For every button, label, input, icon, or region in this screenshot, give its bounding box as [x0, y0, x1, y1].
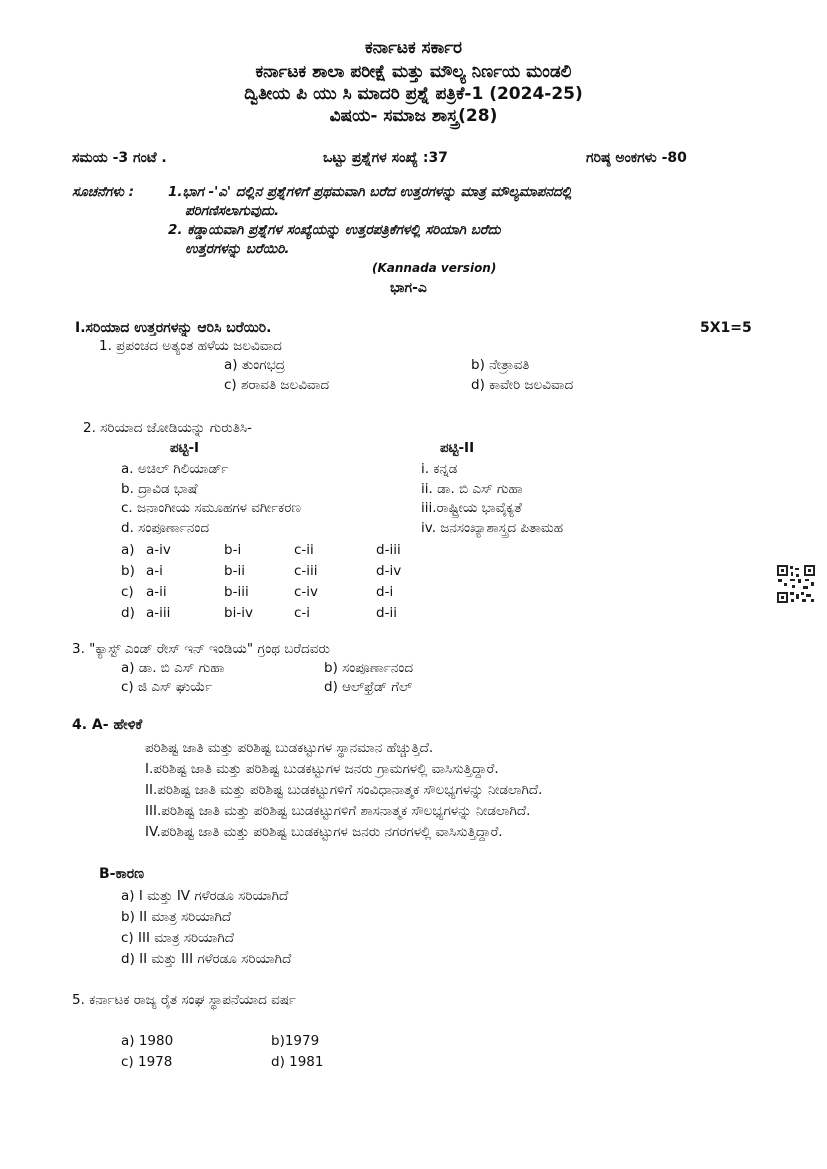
version-note: (Kannada version) [372, 261, 497, 275]
q4-option-b: b) II ಮಾತ್ರ ಸರಿಯಾಗಿದೆ [121, 909, 232, 925]
q2-option-label: a) [121, 542, 135, 558]
q2-option-cell: d-iii [376, 542, 401, 558]
q1-option-c: c) ಶರಾವತಿ ಜಲವಿವಾದ [224, 377, 330, 393]
q5-option-b: b)1979 [271, 1033, 320, 1049]
q2-option-label: d) [121, 605, 135, 621]
q4-option-c: c) III ಮಾತ್ರ ಸರಿಯಾಗಿದೆ [121, 930, 234, 946]
q2-list1-item: c. ಜನಾಂಗೀಯ ಸಮೂಹಗಳ ವರ್ಗೀಕರಣ [121, 500, 301, 516]
instruction-1b: ಪರಿಗಣಿಸಲಾಗುವುದು. [185, 203, 280, 219]
q4-statement-1: I.ಪರಿಶಿಷ್ಟ ಜಾತಿ ಮತ್ತು ಪರಿಶಿಷ್ಟ ಬುಡಕಟ್ಟುಗಳ ಜನರು ಗ್ರಾಮಗಳಲ್ಲಿ ವಾಸಿಸುತ್ತಿದ್ದಾರೆ. [145, 761, 499, 777]
q3-option-b: b) ಸಂಪೂರ್ಣಾನಂದ [324, 660, 414, 676]
q3-option-d: d) ಆಲ್‌ಫ್ರೆಡ್ ಗೆಲ್ [324, 679, 413, 695]
q4-reason-title: B-ಕಾರಣ [99, 866, 145, 882]
q2-option-cell: d-i [376, 584, 394, 600]
paper-title: ದ್ವಿತೀಯ ಪಿ ಯು ಸಿ ಮಾದರಿ ಪ್ರಶ್ನೆ ಪತ್ರಿಕೆ-1 (2024-25) [244, 84, 583, 104]
q5-option-c: c) 1978 [121, 1054, 173, 1070]
q2-option-cell: d-iv [376, 563, 402, 579]
section-title: I.ಸರಿಯಾದ ಉತ್ತರಗಳನ್ನು ಆರಿಸಿ ಬರೆಯಿರಿ. [75, 320, 272, 336]
q2-list1-item: d. ಸಂಪೂರ್ಣಾನಂದ [121, 520, 210, 536]
q4-statement-4: IV.ಪರಿಶಿಷ್ಟ ಜಾತಿ ಮತ್ತು ಪರಿಶಿಷ್ಟ ಬುಡಕಟ್ಟುಗಳ ಜನರು ನಗರಗಳಲ್ಲಿ ವಾಸಿಸುತ್ತಿದ್ದಾರೆ. [145, 824, 503, 840]
q1-text: 1. ಪ್ರಪಂಚದ ಅತ್ಯಂತ ಹಳೆಯ ಜಲವಿವಾದ [99, 338, 282, 354]
q2-option-cell: a-iii [146, 605, 171, 621]
q2-list2-heading: ಪಟ್ಟಿ-II [440, 440, 475, 456]
q4-statement: ಪರಿಶಿಷ್ಟ ಜಾತಿ ಮತ್ತು ಪರಿಶಿಷ್ಟ ಬುಡಕಟ್ಟುಗಳ ಸ್ಥಾನಮಾನ ಹೆಚ್ಚುತ್ತಿದೆ. [145, 740, 434, 756]
q2-option-label: b) [121, 563, 135, 579]
q1-option-b: b) ನೇತ್ರಾವತಿ [471, 357, 530, 373]
q2-list1-heading: ಪಟ್ಟಿ-I [170, 440, 200, 456]
q2-option-cell: b-iii [224, 584, 249, 600]
q2-option-cell: a-ii [146, 584, 167, 600]
q5-option-d: d) 1981 [271, 1054, 324, 1070]
q1-option-d: d) ಕಾವೇರಿ ಜಲವಿವಾದ [471, 377, 574, 393]
q2-list2-item: ii. ಡಾ. ಬಿ ಎಸ್ ಗುಹಾ [421, 481, 523, 497]
q2-list1-item: b. ದ್ರಾವಿಡ ಭಾಷೆ [121, 481, 198, 497]
q2-option-label: c) [121, 584, 134, 600]
q2-option-cell: b-ii [224, 563, 245, 579]
q2-option-cell: c-iv [294, 584, 319, 600]
q2-option-cell: c-ii [294, 542, 314, 558]
q4-option-d: d) II ಮತ್ತು III ಗಳೆರಡೂ ಸರಿಯಾಗಿದೆ [121, 951, 292, 967]
q4-option-a: a) I ಮತ್ತು IV ಗಳೆರಡೂ ಸರಿಯಾಗಿದೆ [121, 888, 289, 904]
instructions-label: ಸೂಚನೆಗಳು : [72, 184, 135, 200]
time-label: ಸಮಯ -3 ಗಂಟೆ . [72, 150, 167, 166]
instruction-2b: ಉತ್ತರಗಳನ್ನು ಬರೆಯಿರಿ. [185, 241, 290, 257]
q2-option-cell: c-i [294, 605, 311, 621]
part-title: ಭಾಗ-ಎ [390, 280, 427, 296]
q4-statement-2: II.ಪರಿಶಿಷ್ಟ ಜಾತಿ ಮತ್ತು ಪರಿಶಿಷ್ಟ ಬುಡಕಟ್ಟುಗಳಿಗೆ ಸಂವಿಧಾನಾತ್ಮಕ ಸೌಲಭ್ಯಗಳನ್ನು ನೀಡಲಾಗಿದೆ. [145, 782, 543, 798]
q2-option-cell: a-i [146, 563, 163, 579]
instruction-2a: 2. ಕಡ್ಡಾಯವಾಗಿ ಪ್ರಶ್ನೆಗಳ ಸಂಖ್ಯೆಯನ್ನು ಉತ್ತರಪತ್ರಿಕೆಗಳಲ್ಲಿ ಸರಿಯಾಗಿ ಬರೆದು [168, 222, 501, 238]
qr-code [776, 564, 816, 604]
total-questions-label: ಒಟ್ಟು ಪ್ರಶ್ನೆಗಳ ಸಂಖ್ಯೆ :37 [323, 150, 448, 166]
q2-option-cell: bi-iv [224, 605, 253, 621]
q2-option-cell: d-ii [376, 605, 397, 621]
q2-list2-item: iv. ಜನಸಂಖ್ಯಾಶಾಸ್ತ್ರದ ಪಿತಾಮಹ [421, 520, 564, 536]
q4-statement-3: III.ಪರಿಶಿಷ್ಟ ಜಾತಿ ಮತ್ತು ಪರಿಶಿಷ್ಟ ಬುಡಕಟ್ಟುಗಳಿಗೆ ಶಾಸನಾತ್ಮಕ ಸೌಲಭ್ಯಗಳನ್ನು ನೀಡಲಾಗಿದೆ. [145, 803, 531, 819]
govt-title: ಕರ್ನಾಟಕ ಸರ್ಕಾರ [364, 38, 463, 58]
q5-option-a: a) 1980 [121, 1033, 174, 1049]
subject-title: ವಿಷಯ- ಸಮಾಜ ಶಾಸ್ತ್ರ(28) [329, 106, 498, 126]
board-title: ಕರ್ನಾಟಕ ಶಾಲಾ ಪರೀಕ್ಷೆ ಮತ್ತು ಮೌಲ್ಯ ನಿರ್ಣಯ ಮಂಡಲಿ [255, 62, 572, 82]
instruction-1a: 1.ಭಾಗ -'ಎ' ದಲ್ಲಿನ ಪ್ರಶ್ನೆಗಳಿಗೆ ಪ್ರಥಮವಾಗಿ ಬರೆದ ಉತ್ತರಗಳನ್ನು ಮಾತ್ರ ಮೌಲ್ಯಮಾಪನದಲ್ಲಿ [168, 184, 572, 200]
q2-list2-item: i. ಕನ್ನಡ [421, 461, 458, 477]
q2-list1-item: a. ಅಚಿಲ್ ಗಿಲಿಯಾರ್ಡ್ [121, 461, 229, 477]
section-marks: 5X1=5 [700, 320, 752, 336]
q2-option-cell: b-i [224, 542, 242, 558]
q2-option-cell: c-iii [294, 563, 318, 579]
q3-option-c: c) ಜಿ ಎಸ್ ಘುರ್ಯೆ [121, 679, 213, 695]
max-marks-label: ಗರಿಷ್ಠ ಅಂಕಗಳು -80 [586, 150, 687, 166]
q5-text: 5. ಕರ್ನಾಟಕ ರಾಜ್ಯ ರೈತ ಸಂಘ ಸ್ಥಾಪನೆಯಾದ ವರ್ಷ [72, 992, 297, 1008]
q4-title: 4. A- ಹೇಳಿಕೆ [72, 717, 143, 733]
q3-text: 3. "ಕ್ಯಾಸ್ಟ್ ಎಂಡ್ ರೇಸ್ ಇನ್ ಇಂಡಿಯ" ಗ್ರಂಥ ಬರೆದವರು [72, 641, 330, 657]
q3-option-a: a) ಡಾ. ಬಿ ಎಸ್ ಗುಹಾ [121, 660, 225, 676]
q2-list2-item: iii.ರಾಷ್ಟ್ರೀಯ ಭಾವೈಕ್ಯತೆ [421, 500, 522, 516]
q2-text: 2. ಸರಿಯಾದ ಜೋಡಿಯನ್ನು ಗುರುತಿಸಿ- [83, 420, 252, 436]
q2-option-cell: a-iv [146, 542, 171, 558]
q1-option-a: a) ತುಂಗಭದ್ರ [224, 357, 286, 373]
